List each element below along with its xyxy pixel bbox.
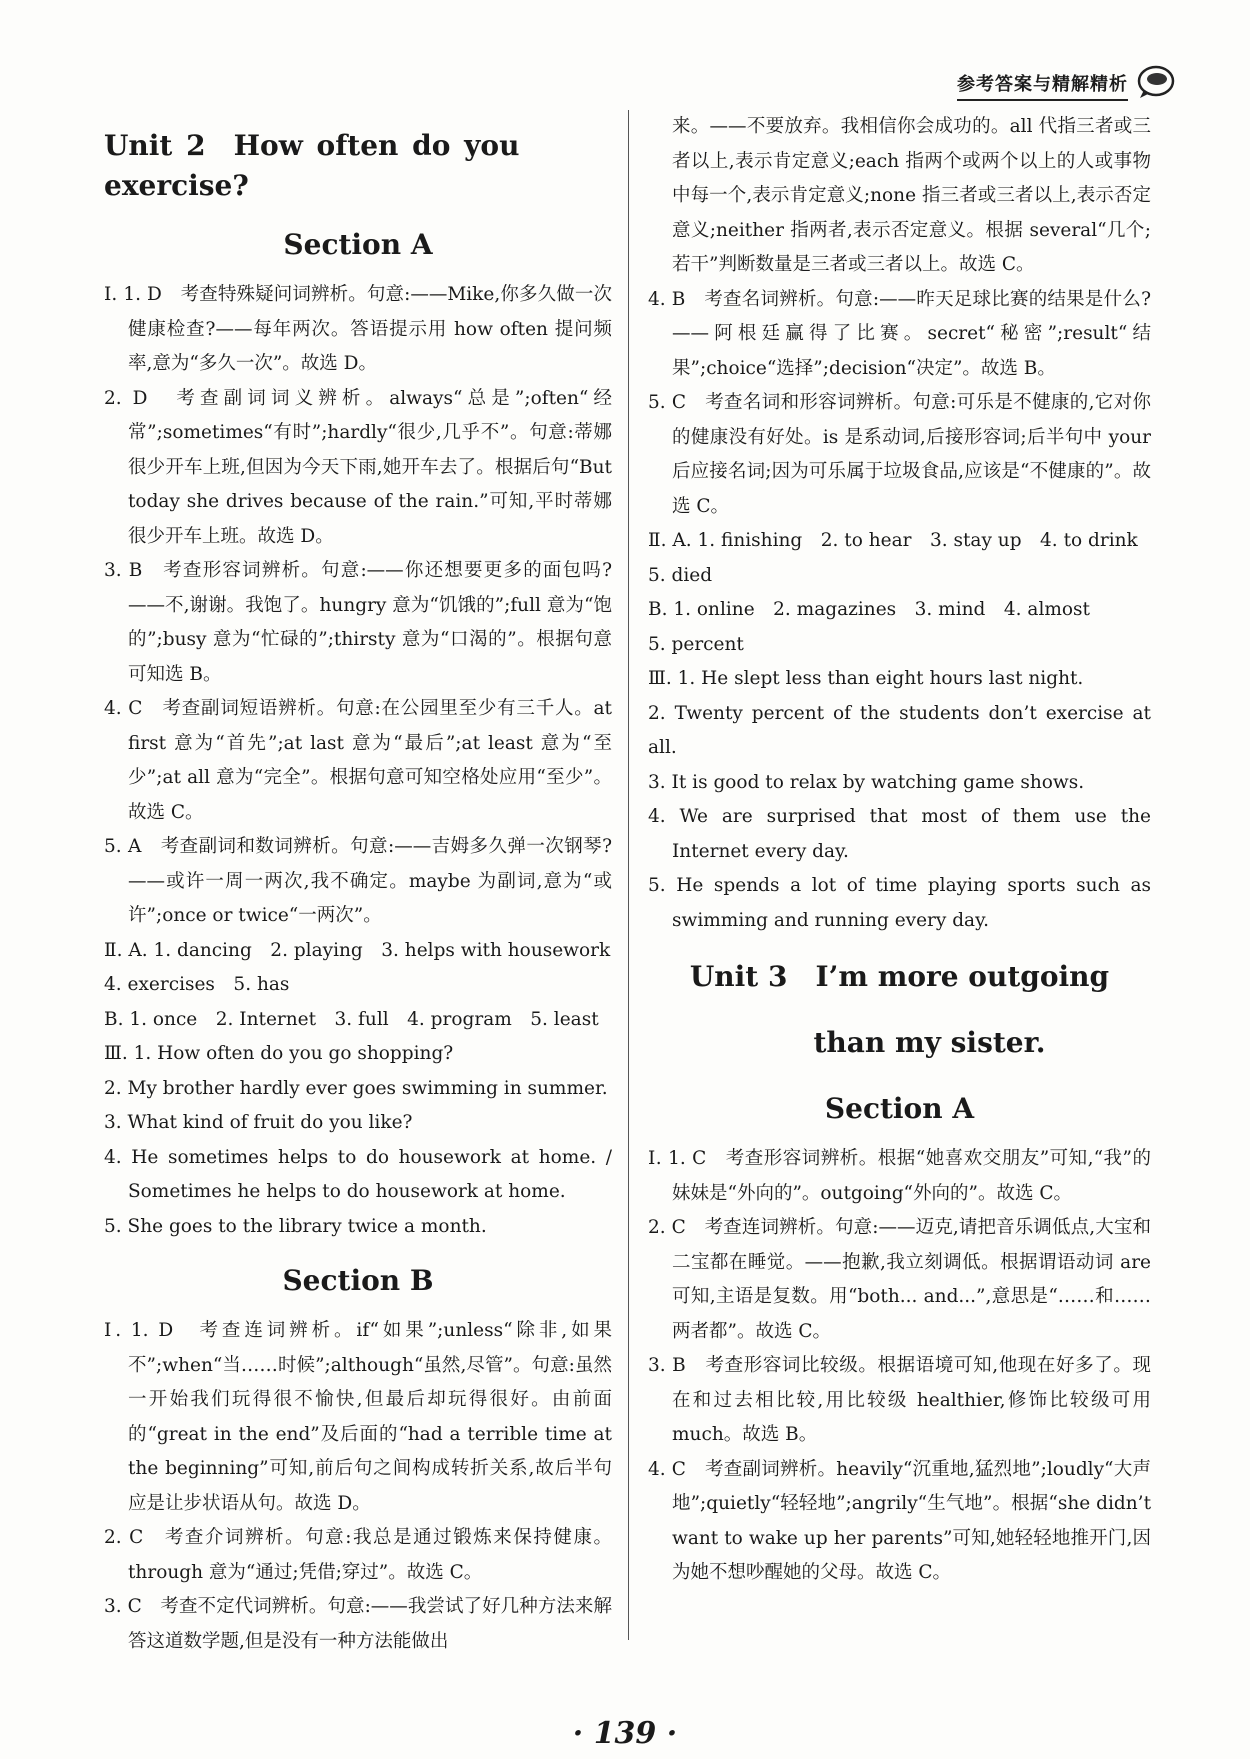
answer-item: 5. percent xyxy=(648,633,744,655)
unit3-sectionA-title: Section A xyxy=(824,1092,975,1125)
answer-item: 3. It is good to relax by watching game shows. xyxy=(648,771,1085,793)
answer-item: Ⅰ. 1. D 考查特殊疑问词辨析。句意:——Mike,你多久做一次健康检查?——每年两次。答语提示用 how often 提问频率,意为“多久一次”。故选 D。 xyxy=(104,284,612,374)
answer-item: 3. B 考查形容词辨析。句意:——你还想要更多的面包吗?——不,谢谢。我饱了。hungry 意为“饥饿的”;full 意为“饱的”;busy 意为“忙碌的”;thirsty 意为“口渴的”。根据句意可知选 B。 xyxy=(104,560,612,685)
answer-item: 3. B 考查形容词比较级。根据语境可知,他现在好多了。现在和过去相比较,用比较级 healthier,修饰比较级可用 much。故选 B。 xyxy=(648,1355,1151,1445)
unit2-title: Unit 2 How often do you exercise? xyxy=(104,129,520,202)
answer-item: Ⅰ. 1. C 考查形容词辨析。根据“她喜欢交朋友”可知,“我”的妹妹是“外向的”。outgoing“外向的”。故选 C。 xyxy=(648,1148,1151,1204)
answer-item: Ⅲ. 1. He slept less than eight hours last night. xyxy=(648,668,1084,689)
answer-item: B. 1. online 2. magazines 3. mind 4. almost xyxy=(648,599,1090,620)
right-column xyxy=(648,110,1151,1591)
answer-item: 5. A 考查副词和数词辨析。句意:——吉姆多久弹一次钢琴?——或许一周一两次,我不确定。maybe 为副词,意为“或许”;once or twice“一两次”。 xyxy=(104,836,612,926)
answer-item: 3. What kind of fruit do you like? xyxy=(104,1112,413,1133)
answer-item: 4. C 考查副词短语辨析。句意:在公园里至少有三千人。at first 意为“首先”;at last 意为“最后”;at least 意为“至少”;at all 意为“完全”。根据句意可知空格处应用“至少”。故选 C。 xyxy=(104,698,612,823)
answer-item: 5. C 考查名词和形容词辨析。句意:可乐是不健康的,它对你的健康没有好处。is 是系动词,后接形容词;后半句中 your 后应接名词;因为可乐属于垃圾食品,应该是“不健康的”。故选 C。 xyxy=(648,392,1151,517)
answer-item: Ⅱ. A. 1. dancing 2. playing 3. helps with housework xyxy=(104,939,611,961)
answer-item: 5. died xyxy=(648,564,713,586)
answer-item: 4. He sometimes helps to do housework at home. / Sometimes he helps to do housework at home. xyxy=(104,1146,612,1202)
left-column xyxy=(104,110,612,1659)
column-divider xyxy=(628,110,629,1640)
unit3-title-line1: Unit 3 I’m more outgoing xyxy=(689,960,1110,993)
unit3-title-line2: than my sister. xyxy=(813,1026,1046,1059)
answer-item: 4. We are surprised that most of them use the Internet every day. xyxy=(648,806,1151,862)
answer-item: B. 1. once 2. Internet 3. full 4. program 5. least xyxy=(104,1008,599,1030)
answer-continuation: 来。——不要放弃。我相信你会成功的。all 代指三者或三者以上,表示肯定意义;each 指两个或两个以上的人或事物中每一个,表示肯定意义;none 指三者或三者以上,表示否定意义;neither 指两者,表示否定意义。根据 several“几个;若干”判断数量是三者或三者以上。故选 C。 xyxy=(672,116,1151,275)
answer-item: 4. exercises 5. has xyxy=(104,974,290,995)
answer-item: 4. B 考查名词辨析。句意:——昨天足球比赛的结果是什么?——阿根廷赢得了比赛。secret“秘密”;result“结果”;choice“选择”;decision“决定”。故选 B。 xyxy=(648,288,1151,379)
answer-item: 2. Twenty percent of the students don’t exercise at all. xyxy=(648,702,1151,758)
answer-item: 4. C 考查副词辨析。heavily“沉重地,猛烈地”;loudly“大声地”;quietly“轻轻地”;angrily“生气地”。根据“she didn’t want to wake up her parents”可知,她轻轻地推开门,因为她不想吵醒她的父母。故选 C。 xyxy=(648,1458,1151,1583)
answer-item: Ⅰ. 1. D 考查连词辨析。if“如果”;unless“除非,如果不”;when“当……时候”;although“虽然,尽管”。句意:虽然一开始我们玩得很不愉快,但最后却玩得很好。由前面的“great in the end”及后面的“had a terrible time at the beginning”可知,前后句之间构成转折关系,故后半句应是让步状语从句。故选 D。 xyxy=(104,1320,612,1514)
header-title: 参考答案与精解精析 xyxy=(957,70,1128,101)
page-number: · 139 · xyxy=(572,1716,678,1751)
page-header xyxy=(870,64,1182,104)
answer-item: 2. C 考查介词辨析。句意:我总是通过锻炼来保持健康。through 意为“通过;凭借;穿过”。故选 C。 xyxy=(104,1527,612,1583)
page-number-value: 139 xyxy=(593,1716,657,1751)
answer-item: 5. He spends a lot of time playing sports such as swimming and running every day. xyxy=(648,875,1151,931)
answer-item: Ⅲ. 1. How often do you go shopping? xyxy=(104,1043,454,1064)
answer-item: 2. My brother hardly ever goes swimming in summer. xyxy=(104,1077,608,1099)
unit2-sectionA-title: Section A xyxy=(283,228,433,261)
answer-item: 2. C 考查连词辨析。句意:——迈克,请把音乐调低点,大宝和二宝都在睡觉。——抱歉,我立刻调低。根据谓语动词 are 可知,主语是复数。用“both... and...”,意思是“……和……两者都”。故选 C。 xyxy=(648,1217,1151,1342)
unit2-sectionB-title: Section B xyxy=(282,1264,434,1297)
answer-item: 5. She goes to the library twice a month. xyxy=(104,1215,487,1237)
answer-item: Ⅱ. A. 1. finishing 2. to hear 3. stay up 4. to drink xyxy=(648,530,1138,551)
speech-bubble-logo-icon xyxy=(1136,64,1176,100)
answer-item: 2. D 考查副词词义辨析。always“总是”;often“经常”;sometimes“有时”;hardly“很少,几乎不”。句意:蒂娜很少开车上班,但因为今天下雨,她开车去了。根据后句“But today she drives because of the rain.”可知,平时蒂娜很少开车上班。故选 D。 xyxy=(104,387,612,547)
answer-item: 3. C 考查不定代词辨析。句意:——我尝试了好几种方法来解答这道数学题,但是没有一种方法能做出 xyxy=(104,1596,612,1652)
